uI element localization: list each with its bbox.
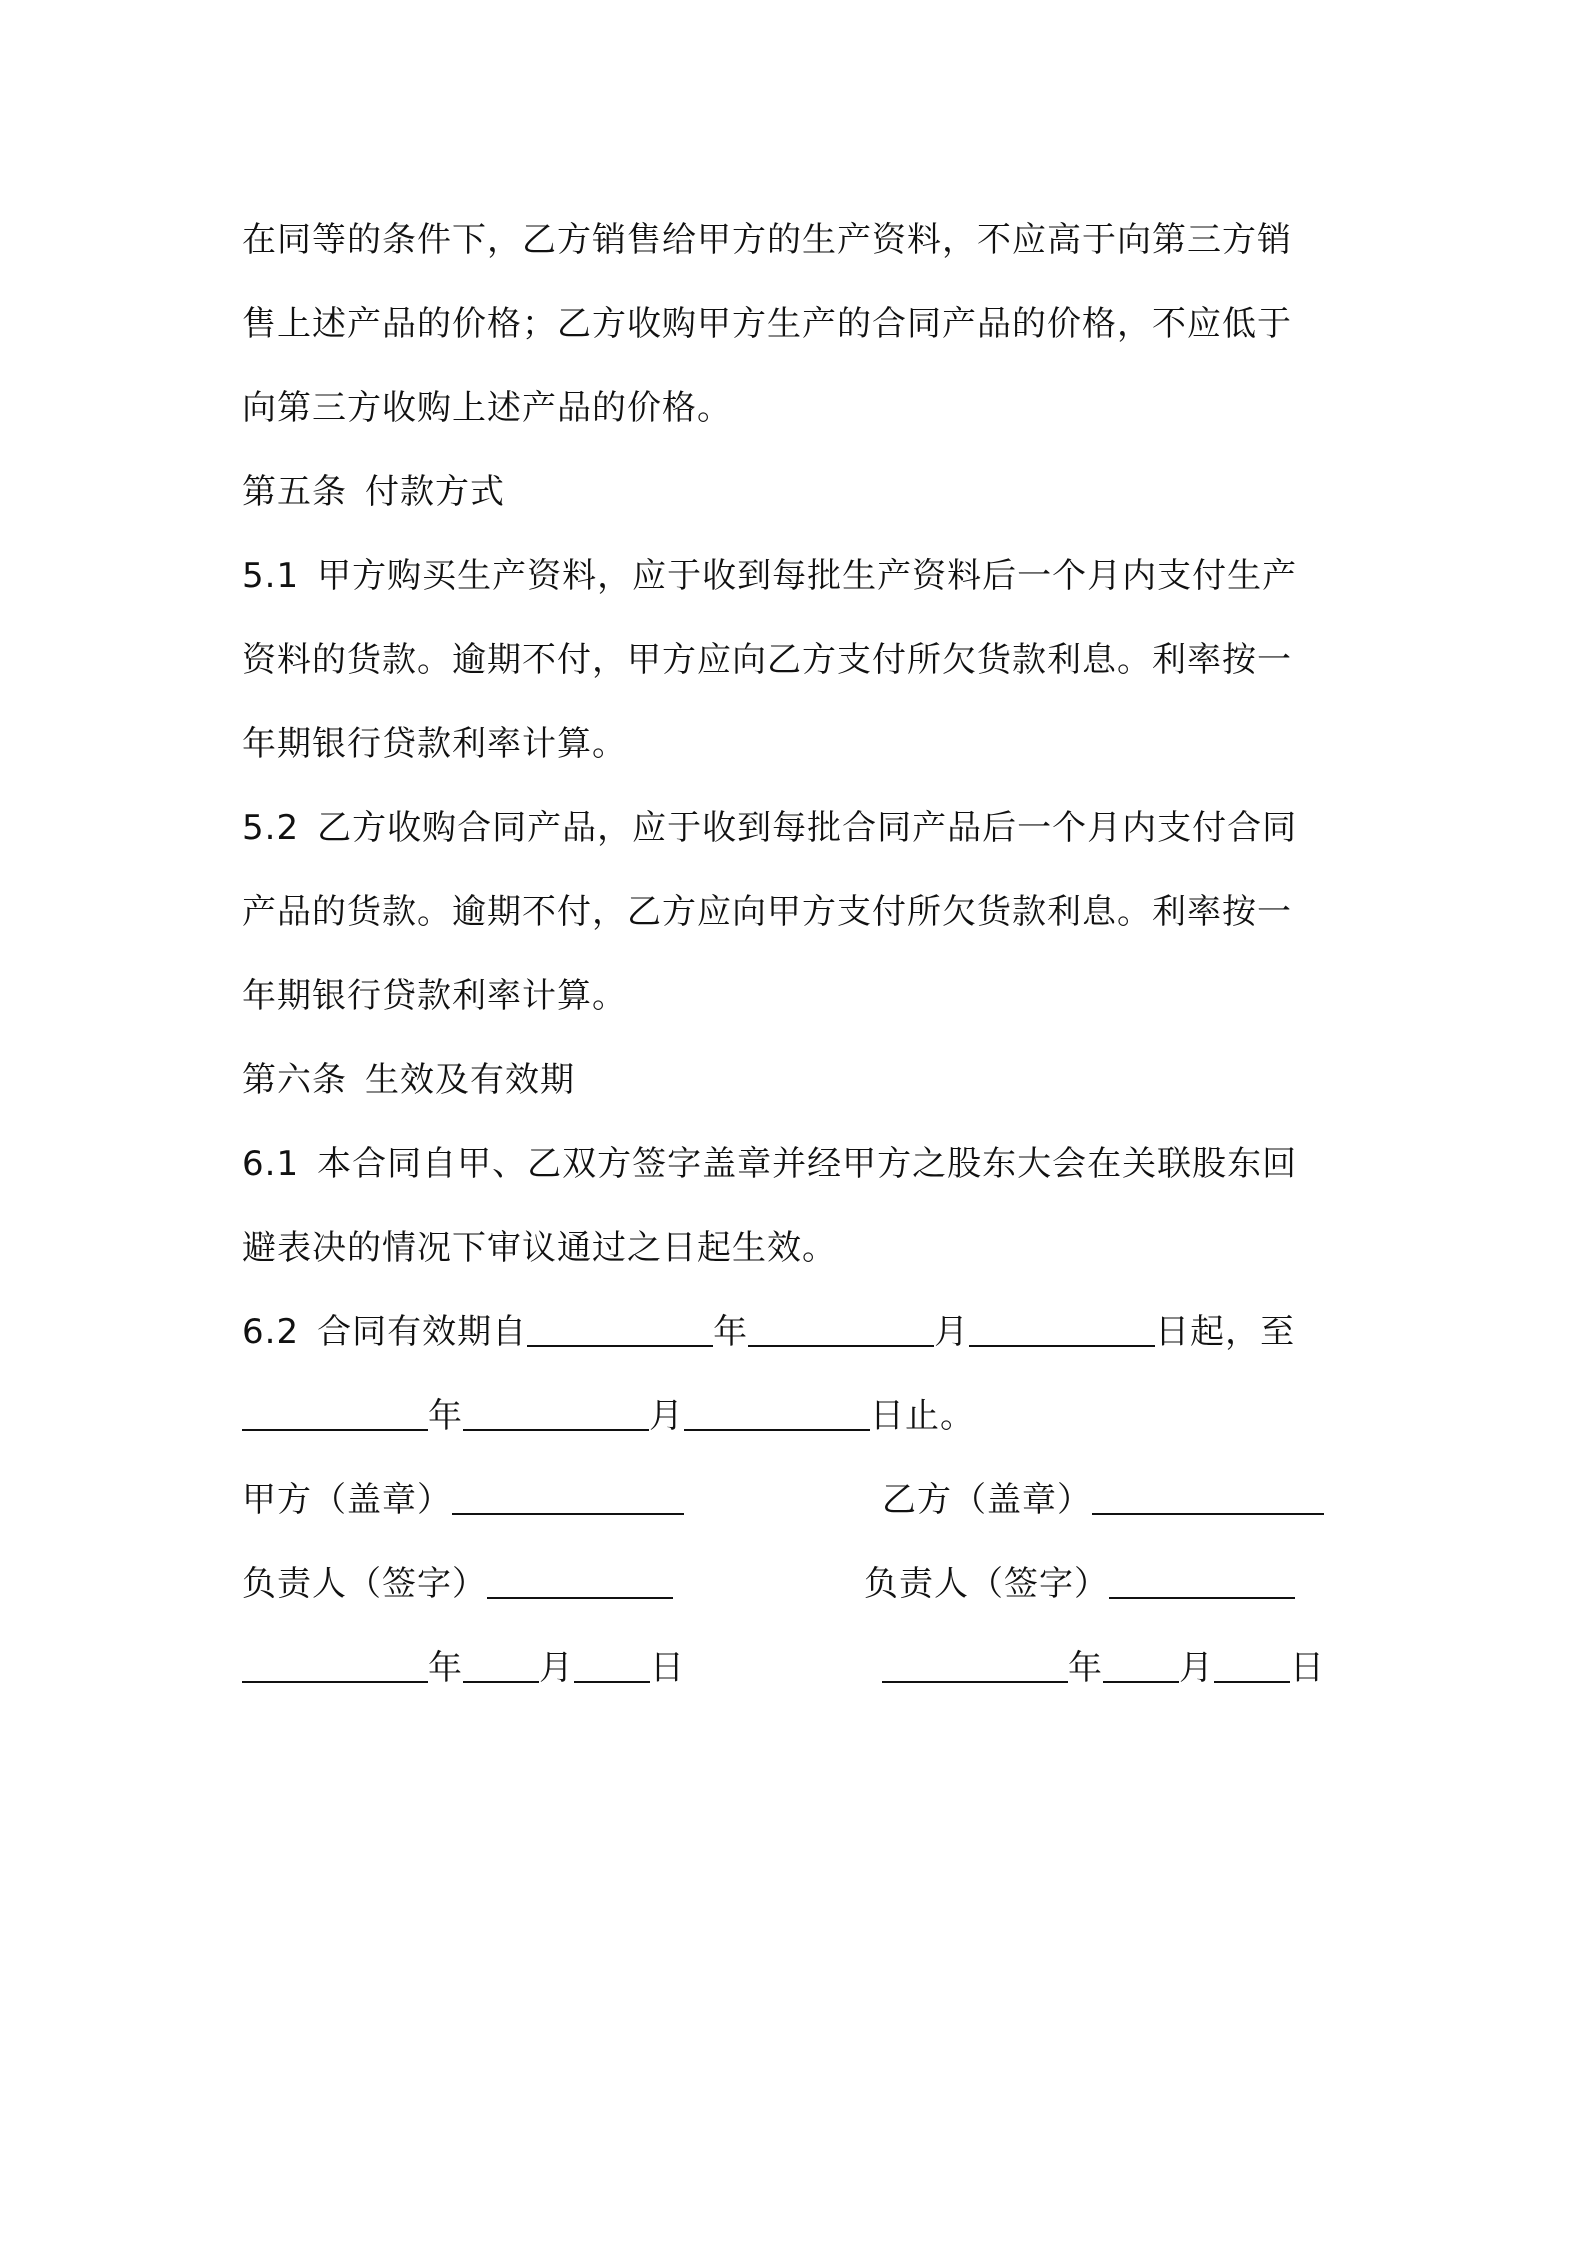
party-b-date bbox=[882, 1626, 1325, 1710]
clause-text: 合同有效期自 bbox=[317, 1312, 528, 1352]
party-a-date bbox=[242, 1626, 685, 1710]
clause-number: 5.1 bbox=[242, 556, 300, 596]
clause-number: 6.1 bbox=[242, 1144, 300, 1184]
date-row bbox=[242, 1626, 1362, 1710]
article-5-heading bbox=[242, 450, 1362, 534]
year-label: 年 bbox=[713, 1312, 749, 1352]
year-blank[interactable] bbox=[242, 1651, 428, 1683]
text-line: 年期银行贷款利率计算。 bbox=[242, 976, 627, 1016]
day-blank[interactable] bbox=[574, 1651, 650, 1683]
party-b-seal-blank[interactable] bbox=[1092, 1483, 1324, 1515]
seal-row bbox=[242, 1458, 1362, 1542]
clause-6-2-end-line bbox=[242, 1374, 1362, 1458]
text-line: 在同等的条件下，乙方销售给甲方的生产资料，不应高于向第三方销 bbox=[242, 220, 1292, 260]
day-blank[interactable] bbox=[1214, 1651, 1290, 1683]
clause-6-1-line bbox=[242, 1122, 1362, 1206]
party-a-sign-label: 负责人（签字） bbox=[242, 1564, 487, 1604]
month-blank[interactable] bbox=[463, 1651, 539, 1683]
party-b-sign-blank[interactable] bbox=[1109, 1567, 1295, 1599]
day-blank[interactable] bbox=[684, 1399, 870, 1431]
text-line: 年期银行贷款利率计算。 bbox=[242, 724, 627, 764]
clause-text: 甲方购买生产资料，应于收到每批生产资料后一个月内支付生产 bbox=[317, 556, 1298, 596]
document-body bbox=[242, 198, 1362, 1710]
year-blank[interactable] bbox=[527, 1315, 713, 1347]
party-b-seal-label: 乙方（盖章） bbox=[882, 1480, 1092, 1520]
article-number: 第五条 bbox=[242, 472, 347, 512]
day-label: 日 bbox=[650, 1648, 685, 1688]
party-b-sign-label: 负责人（签字） bbox=[864, 1564, 1109, 1604]
article-title: 付款方式 bbox=[365, 472, 505, 512]
month-blank[interactable] bbox=[463, 1399, 649, 1431]
clause-number: 6.2 bbox=[242, 1312, 300, 1352]
day-label: 日 bbox=[1290, 1648, 1325, 1688]
year-blank[interactable] bbox=[882, 1651, 1068, 1683]
party-a-seal-blank[interactable] bbox=[452, 1483, 684, 1515]
text-line: 售上述产品的价格；乙方收购甲方生产的合同产品的价格，不应低于 bbox=[242, 304, 1292, 344]
month-blank[interactable] bbox=[1103, 1651, 1179, 1683]
clause-number: 5.2 bbox=[242, 808, 300, 848]
clause-text: 乙方收购合同产品，应于收到每批合同产品后一个月内支付合同 bbox=[317, 808, 1298, 848]
month-label: 月 bbox=[539, 1648, 574, 1688]
party-a-sign-blank[interactable] bbox=[487, 1567, 673, 1599]
clause-5-1-line bbox=[242, 534, 1362, 618]
clause-6-2-line bbox=[242, 1290, 1362, 1374]
party-a-seal-label: 甲方（盖章） bbox=[242, 1480, 452, 1520]
party-b-signature bbox=[864, 1542, 1295, 1626]
month-label: 月 bbox=[649, 1396, 684, 1436]
month-blank[interactable] bbox=[748, 1315, 934, 1347]
text-line: 资料的货款。逾期不付，甲方应向乙方支付所欠货款利息。利率按一 bbox=[242, 640, 1292, 680]
year-blank[interactable] bbox=[242, 1399, 428, 1431]
month-label: 月 bbox=[1179, 1648, 1214, 1688]
year-label: 年 bbox=[428, 1648, 463, 1688]
party-a-seal bbox=[242, 1458, 684, 1542]
text-line: 避表决的情况下审议通过之日起生效。 bbox=[242, 1228, 837, 1268]
signature-row bbox=[242, 1542, 1362, 1626]
year-label: 年 bbox=[428, 1396, 463, 1436]
day-from-label: 日起，至 bbox=[1155, 1312, 1296, 1352]
party-b-seal bbox=[882, 1458, 1324, 1542]
clause-text: 本合同自甲、乙双方签字盖章并经甲方之股东大会在关联股东回 bbox=[317, 1144, 1298, 1184]
clause-5-2-line bbox=[242, 786, 1362, 870]
day-blank[interactable] bbox=[969, 1315, 1155, 1347]
article-number: 第六条 bbox=[242, 1060, 347, 1100]
month-label: 月 bbox=[934, 1312, 970, 1352]
day-to-label: 日止。 bbox=[870, 1396, 975, 1436]
article-6-heading bbox=[242, 1038, 1362, 1122]
text-line: 向第三方收购上述产品的价格。 bbox=[242, 388, 732, 428]
article-title: 生效及有效期 bbox=[365, 1060, 575, 1100]
year-label: 年 bbox=[1068, 1648, 1103, 1688]
party-a-signature bbox=[242, 1542, 673, 1626]
text-line: 产品的货款。逾期不付，乙方应向甲方支付所欠货款利息。利率按一 bbox=[242, 892, 1292, 932]
